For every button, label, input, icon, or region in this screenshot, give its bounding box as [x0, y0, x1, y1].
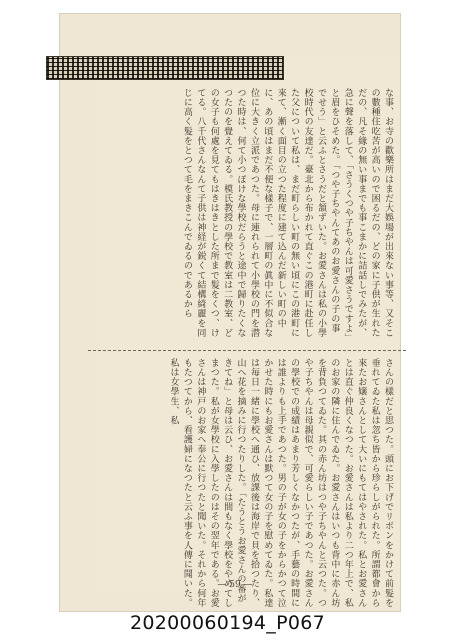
text-block-lower: さんの樣だと思つた。頭にお下げでリボンをかけて前髮を垂れてゐた私は忽ち皆から珍らしがられた。所謂都會から來たお嬢さんとして大いにもてはやされた。私とお愛さんとは直ぐ仲良くなつた。お愛さんは私より二つ年上で、私のお家の隣に住んでゐた。お愛さんはいつも背中に赤ん坊を背負つてゐた。其の赤ん坊はつや子ちやんと云つた。つや子ちやんは母親似で、可愛らしい子であつた。お愛さんの學校での成績はあまり芳しくなかつたが、手藝の時間には誰よりも上手であつた。男の子が女の子をからかつて泣かせた時にもお愛さんは默つて女の子を慰めてゐた。私達は毎日一緒に學校へ通ひ、放課後は海岸で貝を拾つたり、山へ花を摘みに行つたりした。「たうとうお愛さんの番がきてね」と母は云ひ、お愛さんは間もなく學校をやめてしまつた。私が女學校に入學したのはその翌年である。お愛さんは神戸のお家へ奉公に行つたと聞いた。それから何年もたつてから、看護婦になつたと云ふ事を人傳に聞いた。私は女學生、私: [168, 358, 393, 608]
section-divider: [88, 350, 406, 351]
text-block-upper: な事、お寺の歡樂所はまだ大娛場が出來ない事等、又そこの數種住吃苦が高いので困るだの、どの家に子供が生れただの、凡そ緣の無い事までも事こまかに詰話しでみたが、急に聲を落して、「さうくつや子ちやんは可愛さうですよ」と眉をひそめた。「つや子ちやんてあのお愛さんの子の事でせう」と云ふとさうだと頷ずいた。お愛さんは私の小學校時代の友達だ。臺北から布かれて直ぐこの港町に赴任した父について私は、まだ町らしい町の無い頃にこの港町に來て、漸く面目の立つた程度に建て込んだ新しい町の中に、あの頃はまだ不便な樣子で、一層町の眞中に不似合な位に大きく立派であつた。母に連れられて小學校の門を潜つた時は、何て小つぽけな學校だらうと途中で歸りたくなつたのを覺えてゐる。模氏教授の學校で教室は二教室、どの女子も何處を見てもはきはきとした所まで髮をくつ、けてる。八千代さんなんて子供は神経が鋭くて結構綺麗を同じに高く髮をとつて毛をまきこんでゐるのであるから: [181, 88, 393, 339]
decorative-header-band: [46, 56, 284, 80]
page-number: — 59 —: [217, 580, 253, 590]
archive-id-caption: 20200060194_P067: [130, 612, 325, 634]
